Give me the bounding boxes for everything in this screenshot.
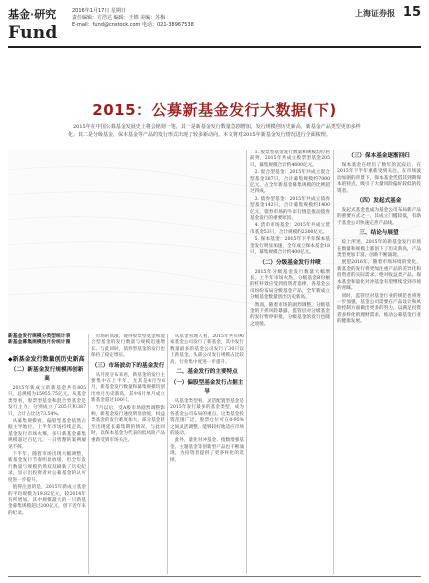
subhead-2: （三）市场波动下的基金发行 xyxy=(91,362,165,369)
caption-line-2: 新基金募集规模按月份统计图 xyxy=(8,340,71,345)
col3-para-1: 从基金管理人看，2015年共有96家基金公司发行了新基金，其中发行数量最多的基金公司发行了30只以上新基金。头部公司发行规模占比较高，行业集中度进一步提升。 xyxy=(170,334,244,365)
col4-para-3: 3. 债券型基金：2015年共成立债券型基金142只，合计募集规模约1400亿元，债券市场的牛市行情是推动债券基金发行的重要原因。 xyxy=(250,196,330,222)
column-1 xyxy=(8,364,86,574)
subhead-7: （四）发起式基金 xyxy=(356,198,402,205)
article-headline: 2015：公募新基金发行大数据(下) xyxy=(92,101,337,119)
col5-para-4: 发起式基金也成为基金公司布局新产品的重要方式之一，其成立门槛较低，有助于基金公司快速完善产品线。 xyxy=(337,208,421,226)
section-label xyxy=(8,6,56,22)
masthead xyxy=(8,6,421,46)
col6-para-3: 同时，监管层对基金行业的规范也将进一步加强，基金公司需要在产品设计和风险控制方面做出更多的努力，以满足投资者多样化的理财需求，推动公募基金行业的健康发展。 xyxy=(337,293,421,325)
col3-para-3: 此外，量化对冲基金、指数增强基金、主题基金等创新型产品也不断涌现，为投资者提供了更多样化的选择。 xyxy=(170,438,244,463)
column-divider xyxy=(167,334,168,574)
subhead-3: 二、基金发行的主要特点 xyxy=(176,369,238,376)
subhead-5: （二）分级基金发行井喷 xyxy=(259,259,321,266)
subhead-4: （一）偏股型基金发行占据主导 xyxy=(170,380,244,396)
column-4 xyxy=(250,150,330,574)
contact-line: E-mail：fund@cnstock.com 电话：021-38967538 xyxy=(72,22,194,28)
col5-para-3: 保本基金在经历了数年的沉寂后，在2015年下半年重新受到关注。在市场波动加剧的背景下，保本基金凭借其到期保本的特点，吸引了大量风险偏好较低的投资者。 xyxy=(337,163,421,194)
col1-para-4: 值得注意的是，2015年新成立基金的平均规模为19.82亿元，较2014年有所增加。其中规模最大的一只新基金募集规模超过200亿元，创下近年来的纪录。 xyxy=(8,485,86,516)
left-caption xyxy=(8,334,89,346)
column-divider xyxy=(333,150,334,574)
caption-line-1: 新基金发行规模分类型统计表 xyxy=(8,334,71,339)
masthead-rule xyxy=(8,46,421,48)
col1-para-3: 下半年，随着市场出现大幅调整，新基金发行节奏明显放缓，但全年发行数量与规模仍然双双刷新了历史纪录，显示出投资者对公募基金的认可度进一步提升。 xyxy=(8,452,86,483)
col1-para-1: 2015年新成立的新基金共有805只，总规模为15955.75亿元。从基金类型看，股票型基金和混合型基金是发行主力，分别成立了205只和387只，合计占比达73.54%。 xyxy=(8,386,86,417)
column-divider xyxy=(246,150,247,574)
section-name: 基金 xyxy=(8,8,30,21)
col3-para-2: 从基金类型看，灵活配置型基金是2015年发行最多的基金类型，成为各基金公司布局的重点。这类基金投资范围广泛，股票仓位可在0-95%之间灵活调整，能够较好地适应市场的波动。 xyxy=(170,399,244,437)
article-lead: 2015年在中国公募基金发展史上将会铭刻一笔。其一是新基金发行数量急剧增加，发行规模创历史新高，新基金产品类型更加多样化；其二是分级基金、保本基金等产品的发行形式出现了较多新动向。本文将对2015年新基金发行情况进行全面梳理。 xyxy=(68,124,361,138)
col2-para-2: 从月度分布来看，新基金的发行主要集中在上半年，尤其是4月至6月，新基金发行数量和募集规模均创出单月历史新高，其中6月单月成立新基金超过100只。 xyxy=(91,372,165,404)
newspaper-logo: 上海证券报 xyxy=(355,8,395,18)
col6-para-1: 综上所述，2015年的新基金发行市场在数量和规模上都创下了历史新高，产品类型更加丰富，创新不断涌现。 xyxy=(337,240,421,259)
column-divider xyxy=(88,334,89,574)
column-2 xyxy=(91,334,165,574)
col4-para-2: 2. 混合型基金：2015年共成立混合型基金387只，合计募集规模约7000亿元，占全年新基金募集规模的比例超过四成。 xyxy=(250,170,330,195)
bottom-rule xyxy=(8,576,421,577)
subhead-1: （二）新基金发行规模再创新高 xyxy=(10,367,84,382)
col2-para-3: 7月以后，受A股市场剧烈调整影响，新基金发行速度明显放缓，权益类基金的发行难度加大，部分基金甚至出现延长募集期的情况。与此同时，以保本基金为代表的低风险产品重新受到市场关注。 xyxy=(91,405,165,443)
edition-info xyxy=(72,8,194,29)
column-5 xyxy=(337,150,421,574)
col4-para-1: 1. 股票型基金发行数量和规模均位居前列，2015年共成立股票型基金205只，募集规模合计约4600亿元。 xyxy=(250,150,330,168)
col1-para-2: 从募集规模看，偏股型基金依然占据主导地位。上半年市场持续走高，基金发行市场火爆，多只新基金募集规模超过百亿元，一日售罄的案例屡见不鲜。 xyxy=(8,419,86,450)
fund-label: Fund xyxy=(8,23,58,43)
date-line: 2016年1月17日 星期日 xyxy=(72,8,126,14)
editor-line: 责任编辑：方浩达 编辑：王锦 美编：苏梅 xyxy=(72,15,166,21)
column-3 xyxy=(170,334,244,574)
col4-para-5: 5. 保本基金：2015年下半年保本基金发行明显加速，全年成立保本基金18只，募集规模合计约400亿元。 xyxy=(250,237,330,256)
section-suffix: 研究 xyxy=(34,8,57,21)
subhead-8: 三、结论与展望 xyxy=(359,230,399,237)
subhead-6: （三）保本基金逐渐回归 xyxy=(348,153,410,159)
section-dot: · xyxy=(30,8,35,21)
left-section-title: ◆新基金发行数量创历史新高 xyxy=(8,356,85,363)
col4-para-4: 4. 货币市场基金：2015年共成立货币基金53只，合计规模约2300亿元。 xyxy=(250,223,330,235)
page-number: 15 xyxy=(402,5,421,20)
col5-para-1: 2015年分级基金发行数量大幅增长。上半年市场火热，分级基金B份额的杠杆效应受到投资者追捧，各基金公司纷纷布局分级基金产品，全年新成立分级基金数量创出历史新高。 xyxy=(250,269,330,301)
col2-para-1: 市场的高涨，使得股票型基金和混合型基金的发行数量与规模迅速增长。与此同时，债券型基金的发行也保持了稳定增长。 xyxy=(91,334,165,359)
col5-para-2: 然而，随着市场的剧烈调整，分级基金的下折风险暴露，监管层对分级基金的发行暂停审批，分级基金的发行也随之放缓。 xyxy=(250,302,330,327)
col6-para-2: 展望2016年，随着市场环境的变化，新基金的发行将更加注重产品的差异化和投资者的实际需求。绝对收益类产品、保本基金和量化对冲基金有望继续受到市场的青睐。 xyxy=(337,260,421,292)
